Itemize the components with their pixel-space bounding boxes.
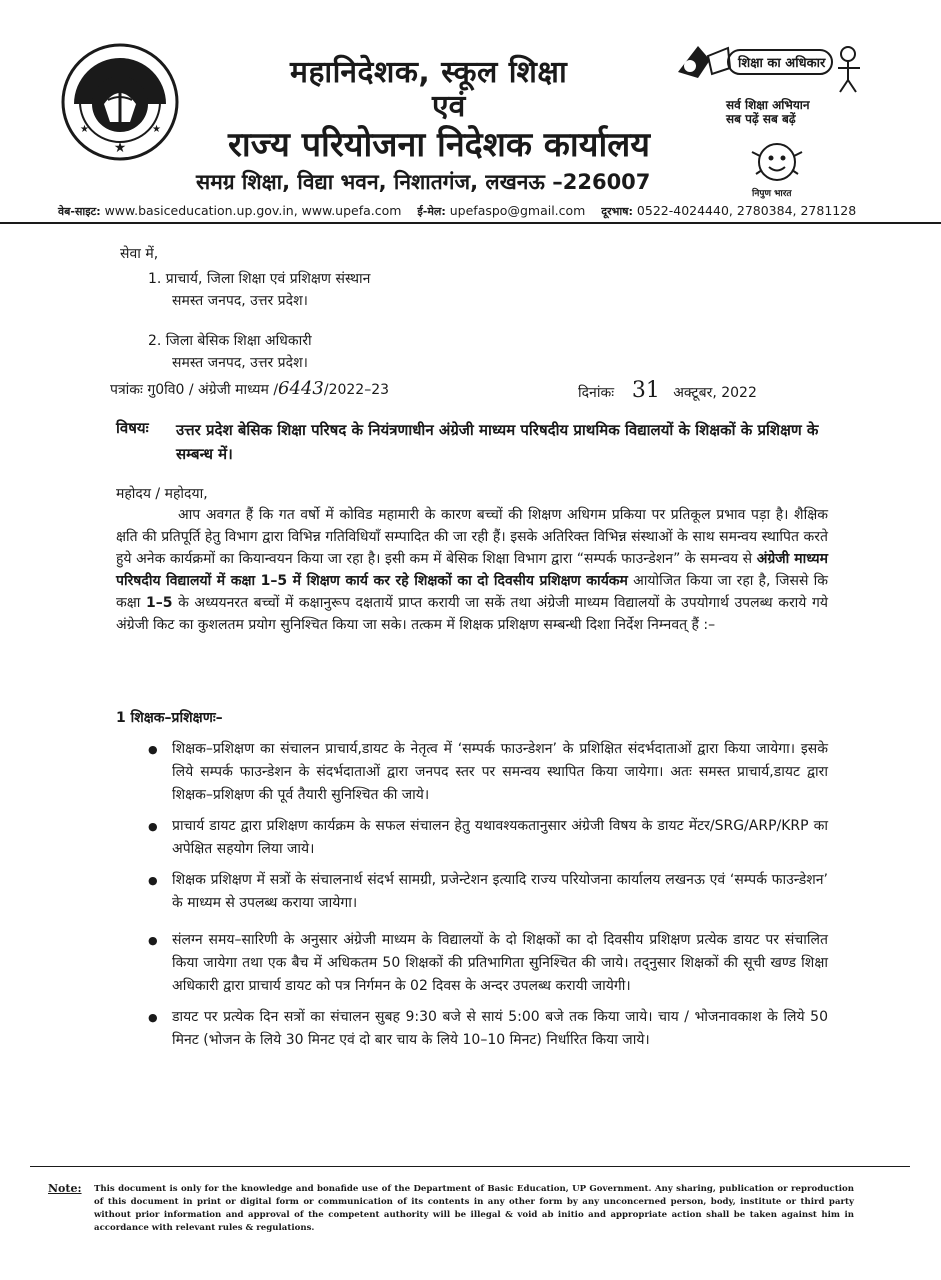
website-link[interactable]: www.basiceducation.up.gov.in, www.upefa.com (104, 203, 402, 218)
svg-text:★: ★ (80, 124, 89, 135)
up-government-seal-icon (60, 42, 180, 162)
header-divider (0, 222, 941, 224)
date-day-handwritten: 31 (631, 378, 660, 403)
footer-divider (30, 1166, 910, 1167)
list-item: ● संलग्न समय–सारिणी के अनुसार अंग्रेजी माध्यम के विद्यालयों के दो शिक्षकों का दो दिवसीय प्रशिक्षण प्रत्येक डायट पर संचालित किया जायेगा तथा एक बैच में अधिकतम 50 शिक्षकों की प्रतिभागिता सुनिश्चित की जाये। तद्नुसार शिक्षकों की सूची खण्ड शिक्षा अधिकारी द्वारा प्राचार्य डायट को पत्र निर्गमन के 02 दिवस के अन्दर उपलब्ध करायी जायेगी। (148, 929, 828, 998)
phone-numbers: 0522-4024440, 2780384, 2781128 (636, 203, 857, 218)
seva-mein: सेवा में, (120, 246, 159, 262)
list-item: ● शिक्षक प्रशिक्षण में सत्रों के संचालनार्थ संदर्भ सामग्री, प्रजेन्टेशन इत्यादि राज्य परियोजना कार्यालय लखनऊ एवं ‘सम्पर्क फाउन्डेशन’ के माध्यम से उपलब्ध कराया जायेगा। (148, 869, 828, 915)
body-paragraph (116, 504, 828, 636)
body-part2: आयोजित किया जा रहा है, जिससे कि कक्षा (116, 573, 828, 611)
subject-text: उत्तर प्रदेश बेसिक शिक्षा परिषद के नियंत्रणाधीन अंग्रेजी माध्यम परिषदीय प्राथमिक विद्यालयों के शिक्षकों के प्रशिक्षण के सम्बन्ध में। (176, 421, 819, 463)
training-guidelines-list (148, 738, 828, 1060)
body-bold-program: अंग्रेजी माध्यम परिषदीय विद्यालयों में कक्षा 1–5 में शिक्षण कार्य कर रहे शिक्षकों का दो दिवसीय प्रशिक्षण कार्यकम (116, 551, 829, 589)
nipun-bharat-label: निपुण भारत (752, 189, 792, 199)
reference-handwritten-number: 6443 (278, 378, 324, 399)
body-part3: के अध्ययनरत बच्चों में कक्षानुरूप दक्षतायें प्राप्त करायी जा सकें तथा अंग्रेजी माध्यम विद्यालयों के उपयोगार्थ उपलब्ध कराये गये अंग्रेजी किट का कुशलतम प्रयोग सुनिश्चित किया जा सके। तत्कम में शिक्षक प्रशिक्षण सम्बन्धी दिशा निर्देश निम्नवत् हैं :– (116, 595, 828, 633)
recipient-2-line1: 2. जिला बेसिक शिक्षा अधिकारी (148, 333, 312, 349)
email-link[interactable]: upefaspo@gmail.com (449, 203, 586, 218)
reference-number (110, 378, 389, 399)
header-title-line2: एवं (432, 89, 466, 124)
footer-note-text: This document is only for the knowledge and bonafide use of the Department of Basic Education, UP Government. Any sharing, publication or reproduction of this document in print or digital form or communication of its contents in any other form by any unconcerned person, body, institute or third party without prior information and approval of the competent authority will be illegal & void ab initio and appropriate action shall be taken against him in accordance with relevant rules & regulations. (94, 1184, 854, 1233)
website-label: वेब-साइट: (58, 205, 101, 218)
nipun-bharat-logo-icon (732, 138, 822, 188)
email-label: ई-मेल: (417, 205, 446, 218)
header-address: समग्र शिक्षा, विद्या भवन, निशातगंज, लखनऊ –226007 (196, 170, 651, 194)
subject-label: विषयः (116, 419, 149, 437)
list-item: ● शिक्षक–प्रशिक्षण का संचालन प्राचार्य,डायट के नेतृत्व में ‘सम्पर्क फाउन्डेशन’ के प्रशिक्षित संदर्भदाताओं द्वारा किया जायेगा। इसके लिये सम्पर्क फाउन्डेशन के संदर्भदाताओं द्वारा जनपद स्तर पर समन्वय स्थापित किया जायेगा। अतः समस्त प्राचार्य,डायट द्वारा शिक्षक–प्रशिक्षण की पूर्व तैयारी सुनिश्चित की जाये। (148, 738, 828, 807)
recipient-2-line2: समस्त जनपद, उत्तर प्रदेश। (172, 355, 308, 371)
phone-label: दूरभाष: (601, 205, 633, 218)
shiksha-ka-adhikar-logo-icon (668, 38, 868, 98)
body-part1: आप अवगत हैं कि गत वर्षो में कोविड महामारी के कारण बच्चों की शिक्षण अधिगम प्रकिया पर प्रतिकूल प्रभाव पड़ा है। शैक्षिक क्षति की प्रतिपूर्ति हेतु विभाग द्वारा विभिन्न गतिविधियाँ सम्पादित की जा रही हैं। इसके अतिरिक्त विभिन्न संस्थाओं के साथ समन्वय स्थापित करते हुये अनेक कार्यक्रमों का कियान्वयन किया जा रहा है। इसी कम में बेसिक शिक्षा विभाग द्वारा “सम्पर्क फाउन्डेशन” के समन्वय से (116, 507, 828, 567)
header-title-line1: महानिदेशक, स्कूल शिक्षा (290, 55, 568, 90)
date-month-year: अक्टूबर, 2022 (673, 385, 757, 401)
svg-text:★: ★ (152, 124, 161, 135)
svg-text:★: ★ (113, 140, 127, 156)
sarva-shiksha-slogan-line2: सब पढ़ें सब बढ़ें (726, 112, 796, 126)
footer-note-label: Note: (48, 1182, 82, 1195)
list-item: ● डायट पर प्रत्येक दिन सत्रों का संचालन सुबह 9:30 बजे से सायं 5:00 बजे तक किया जाये। चाय / भोजनावकाश के लिये 50 मिनट (भोजन के लिये 30 मिनट एवं दो बार चाय के लिये 10–10 मिनट) निर्धारित किया जाये। (148, 1006, 828, 1052)
list-item: ● प्राचार्य डायट द्वारा प्रशिक्षण कार्यक्रम के सफल संचालन हेतु यथावश्यकतानुसार अंग्रेजी विषय के डायट मेंटर/SRG/ARP/KRP का अपेक्षित सहयोग लिया जाये। (148, 815, 828, 861)
date-label: दिनांकः (578, 385, 615, 401)
reference-suffix: /2022–23 (323, 382, 390, 398)
sarva-shiksha-slogan-line1: सर्व शिक्षा अभियान (726, 98, 810, 112)
recipient-1-line1: 1. प्राचार्य, जिला शिक्षा एवं प्रशिक्षण संस्थान (148, 271, 371, 287)
header-title-line3: राज्य परियोजना निदेशक कार्यालय (228, 125, 651, 165)
contact-line (58, 203, 856, 219)
body-bold-classes: 1–5 (146, 595, 173, 611)
letter-date (578, 378, 757, 403)
reference-prefix: पत्रांकः गु0वि0 / अंग्रेजी माध्यम / (110, 382, 279, 398)
section-heading-teacher-training: 1 शिक्षक–प्रशिक्षणः– (116, 710, 223, 726)
recipient-1-line2: समस्त जनपद, उत्तर प्रदेश। (172, 293, 308, 309)
salutation: महोदय / महोदया, (116, 486, 208, 502)
shiksha-ka-adhikar-label: शिक्षा का अधिकार (738, 56, 826, 71)
